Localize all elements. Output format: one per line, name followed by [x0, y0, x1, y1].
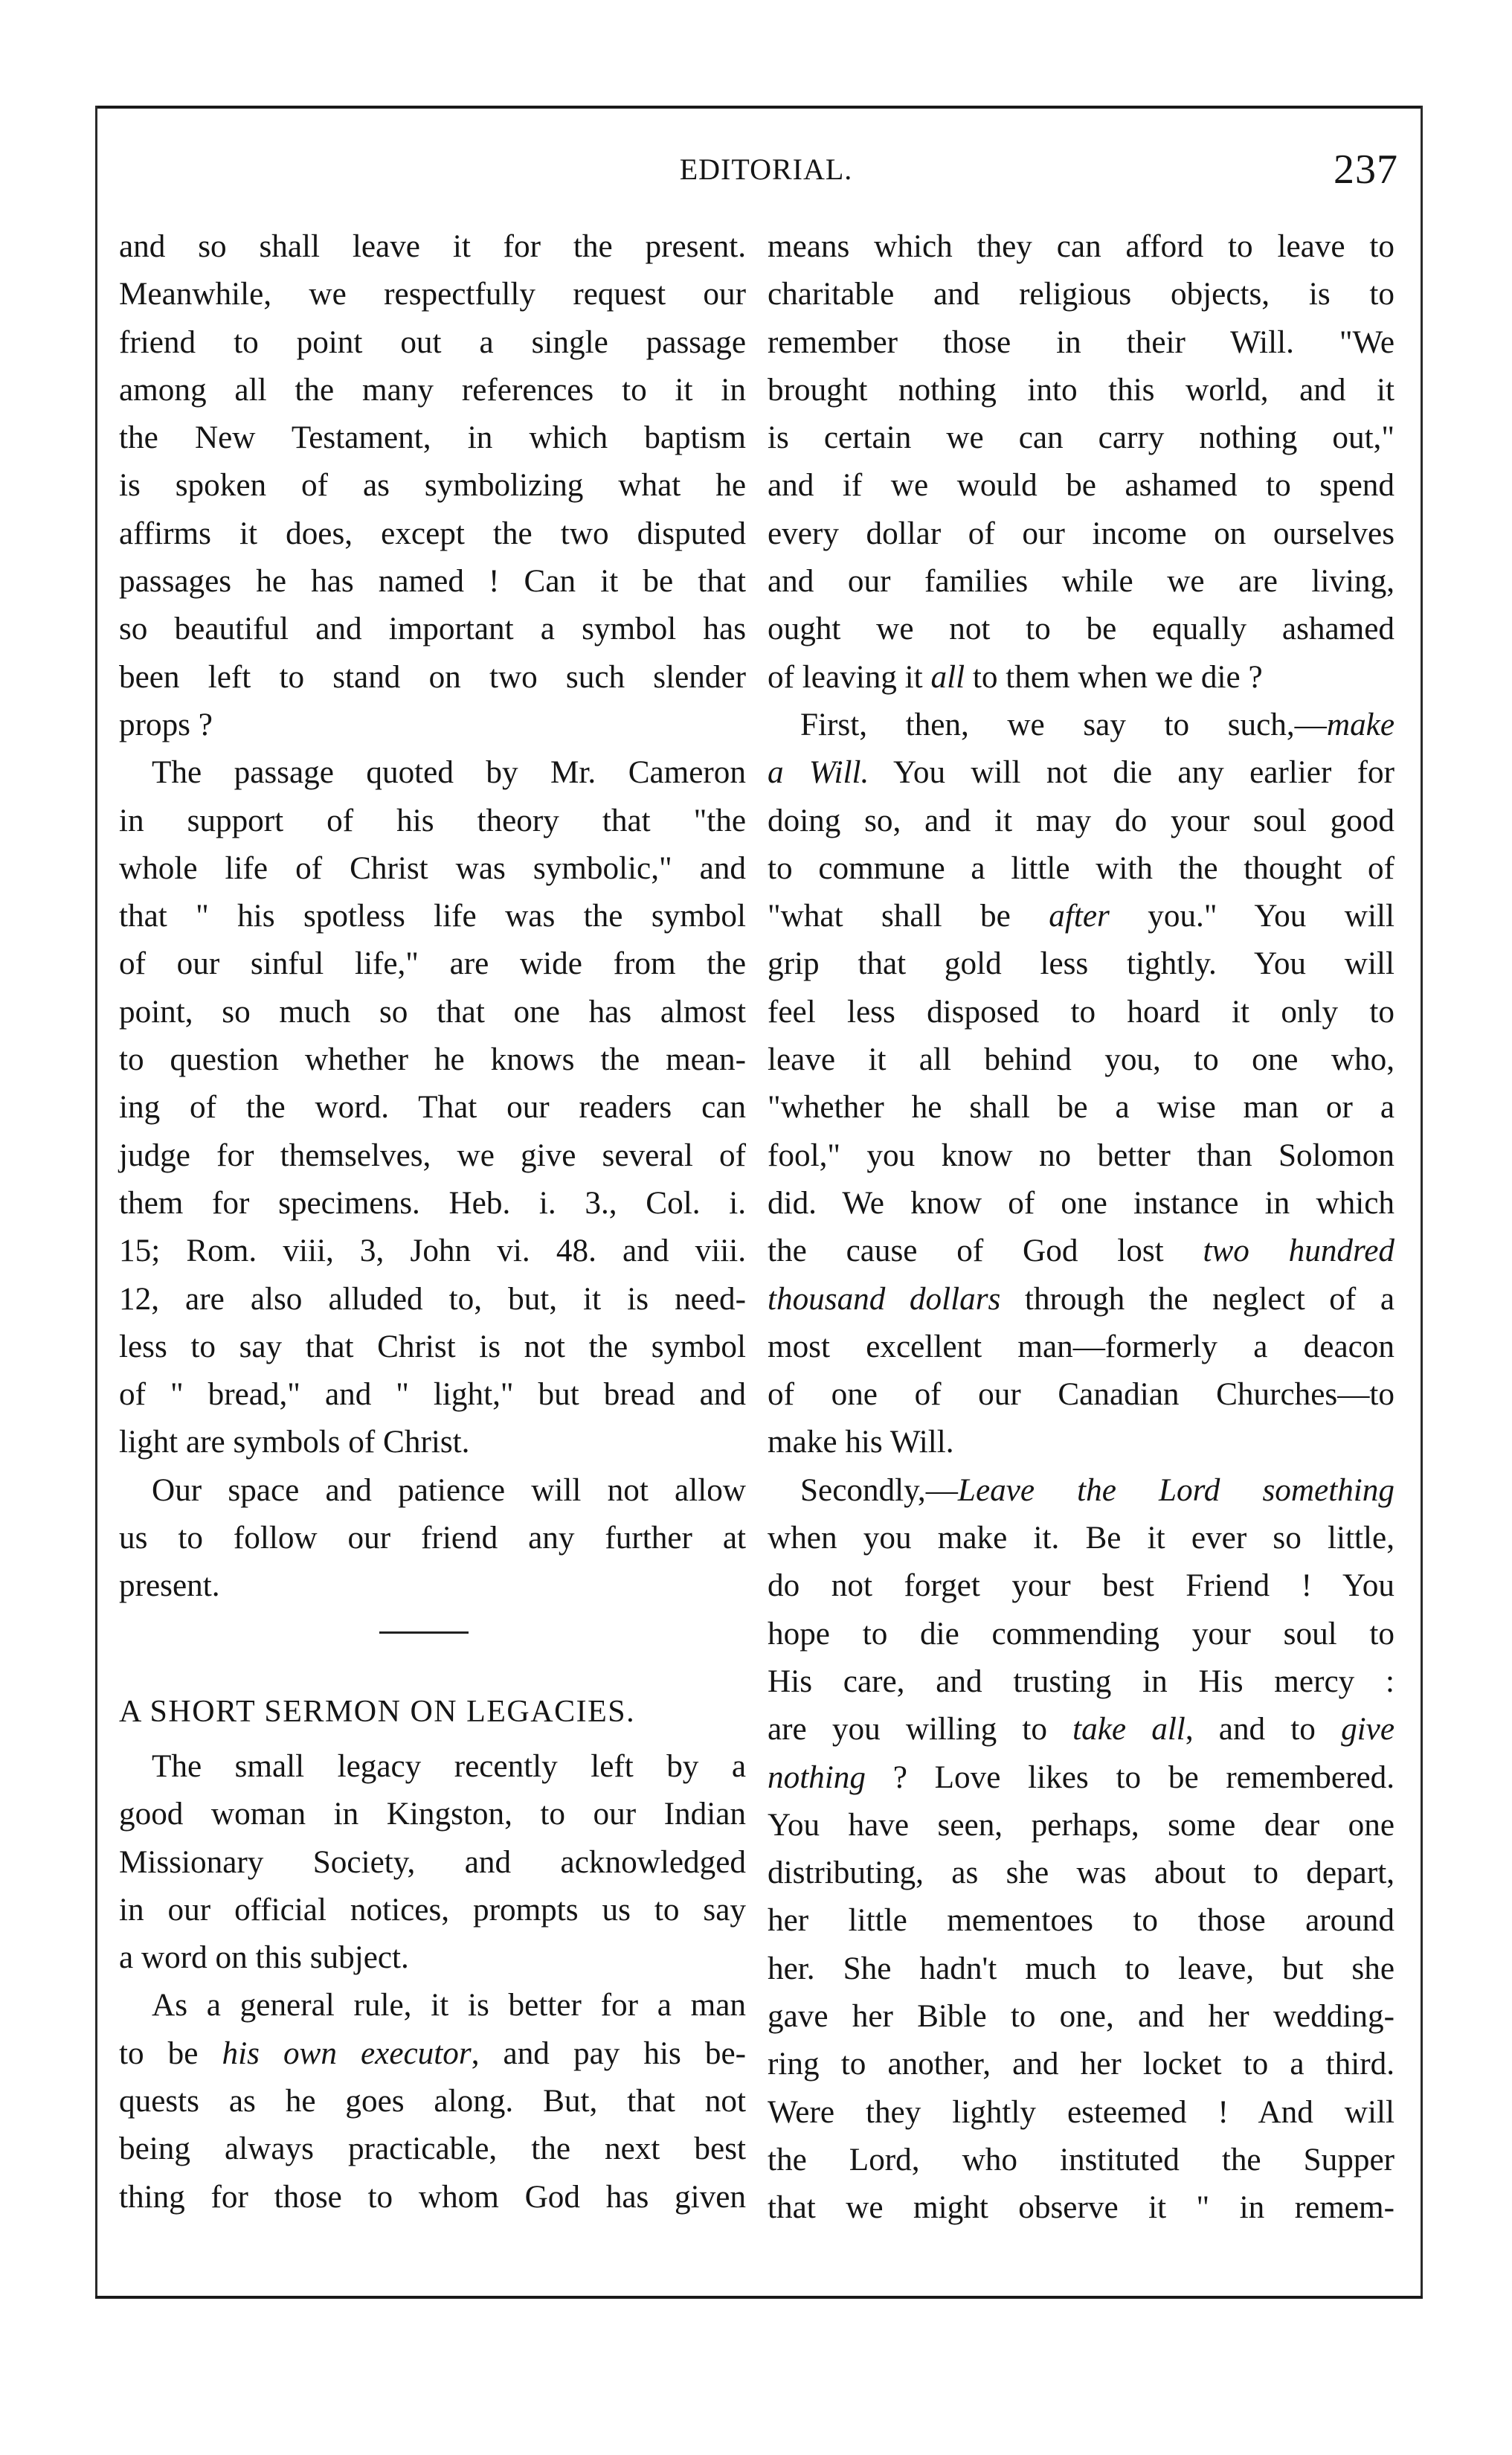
section-divider	[119, 1611, 746, 1655]
text-line: whole life of Christ was symbolic," and	[119, 850, 746, 886]
text-line: props ?	[119, 707, 213, 742]
text-line: in our official notices, prompts us to say	[119, 1892, 746, 1928]
text-span: Secondly,—	[800, 1472, 958, 1508]
text-line: good woman in Kingston, to our Indian	[119, 1797, 746, 1832]
paragraph	[768, 1467, 1394, 2233]
text-line: make his Will.	[768, 1425, 954, 1460]
text-line: is certain we can carry nothing out,"	[768, 420, 1394, 456]
emphasis-text: two hundred	[1203, 1233, 1394, 1269]
text-line: been left to stand on two such slender	[119, 659, 746, 695]
text-line	[768, 1467, 1394, 1515]
text-span: are you willing to	[768, 1712, 1073, 1748]
text-line: doing so, and it may do your soul good	[768, 803, 1394, 838]
text-line: His care, and trusting in His mercy :	[768, 1663, 1394, 1699]
text-line	[119, 2030, 746, 2078]
text-line: so beautiful and important a symbol has	[119, 612, 746, 647]
text-line: light are symbols of Christ.	[119, 1425, 470, 1460]
text-line: the New Testament, in which baptism	[119, 420, 746, 456]
text-span: "what shall be	[768, 899, 1049, 934]
text-line: remember those in their Will. "We	[768, 324, 1394, 360]
emphasis-text: give	[1341, 1712, 1394, 1748]
text-line: passages he has named ! Can it be that	[119, 564, 746, 600]
text-line: present.	[119, 1568, 220, 1604]
emphasis-text: his own executor	[222, 2035, 472, 2071]
emphasis-text: make	[1326, 707, 1394, 742]
text-line: when you make it. Be it ever so little,	[768, 1521, 1394, 1556]
text-line: in support of his theory that "the	[119, 803, 746, 838]
text-line: is spoken of as symbolizing what he	[119, 468, 746, 504]
text-line: distributing, as she was about to depart,	[768, 1855, 1394, 1891]
page-border-bottom	[95, 2296, 1423, 2299]
emphasis-text: all	[930, 659, 965, 695]
text-line: "whether he shall be a wise man or a	[768, 1090, 1394, 1126]
text-span: of leaving it	[768, 659, 931, 695]
spacer	[119, 1736, 746, 1743]
emphasis-text: nothing	[768, 1759, 866, 1795]
paragraph	[119, 1743, 746, 1982]
text-span: the cause of God lost	[768, 1233, 1203, 1269]
text-line: gave her Bible to one, and her wedding-	[768, 1998, 1394, 2034]
text-line: means which they can afford to leave to	[768, 229, 1394, 264]
text-line: ought we not to be equally ashamed	[768, 612, 1394, 647]
text-line: leave it all behind you, to one who,	[768, 1042, 1394, 1078]
text-line: hope to die commending your soul to	[768, 1616, 1394, 1652]
text-line: her little mementoes to those around	[768, 1903, 1394, 1939]
text-line: and so shall leave it for the present.	[119, 229, 746, 264]
text-line: brought nothing into this world, and it	[768, 372, 1394, 408]
text-span: you." You will	[1109, 899, 1394, 934]
text-line: affirms it does, except the two disputed	[119, 516, 746, 551]
text-line: Were they lightly esteemed ! And will	[768, 2094, 1394, 2130]
text-line	[768, 1706, 1394, 1753]
page-border-left	[95, 106, 97, 2299]
left-column	[119, 223, 746, 2221]
text-line: quests as he goes along. But, that not	[119, 2083, 746, 2119]
text-line: friend to point out a single passage	[119, 324, 746, 360]
text-line: Missionary Society, and acknowledged	[119, 1844, 746, 1880]
running-header	[134, 146, 1398, 193]
text-span: through the neglect of a	[1000, 1281, 1394, 1317]
emphasis-text: take all	[1072, 1712, 1186, 1748]
text-line: to commune a little with the thought of	[768, 850, 1394, 886]
paragraph	[119, 223, 746, 749]
emphasis-text: after	[1049, 899, 1110, 934]
text-line: less to say that Christ is not the symbol	[119, 1329, 746, 1364]
text-line: The passage quoted by Mr. Cameron	[152, 755, 746, 791]
text-line: thing for those to whom God has given	[119, 2179, 746, 2215]
text-line	[768, 654, 1394, 702]
section-heading: A SHORT SERMON ON LEGACIES.	[119, 1694, 636, 1729]
paragraph	[768, 223, 1394, 702]
text-line	[768, 1276, 1394, 1323]
text-line: did. We know of one instance in which	[768, 1185, 1394, 1221]
text-line: 15; Rom. viii, 3, John vi. 48. and viii.	[119, 1233, 746, 1269]
text-line	[768, 1754, 1394, 1802]
text-line: do not forget your best Friend ! You	[768, 1568, 1394, 1604]
page-border-right	[1421, 106, 1423, 2299]
text-line	[768, 702, 1394, 749]
text-line: 12, are also alluded to, but, it is need-	[119, 1281, 746, 1317]
text-line	[768, 1228, 1394, 1275]
right-column	[768, 223, 1394, 2232]
text-span: ? Love likes to be remembered.	[865, 1759, 1394, 1795]
page-border-top	[95, 106, 1423, 109]
text-line: of one of our Canadian Churches—to	[768, 1377, 1394, 1413]
text-line: point, so much so that one has almost	[119, 994, 746, 1030]
text-line: judge for themselves, we give several of	[119, 1137, 746, 1173]
text-line: ing of the word. That our readers can	[119, 1090, 746, 1126]
text-span: First, then, we say to such,—	[800, 707, 1327, 742]
page-number: 237	[1334, 147, 1398, 193]
text-line: every dollar of our income on ourselves	[768, 516, 1394, 551]
text-line: the Lord, who instituted the Supper	[768, 2142, 1394, 2178]
text-line: charitable and religious objects, is to	[768, 277, 1394, 312]
text-span: to them when we die ?	[965, 659, 1263, 695]
emphasis-text: Leave the Lord something	[957, 1472, 1394, 1508]
text-line: grip that gold less tightly. You will	[768, 946, 1394, 982]
text-line: The small legacy recently left by a	[152, 1748, 746, 1784]
text-line: a word on this subject.	[119, 1940, 409, 1976]
text-line: Meanwhile, we respectfully request our	[119, 277, 746, 312]
text-line: her. She hadn't much to leave, but she	[768, 1951, 1394, 1986]
text-line: As a general rule, it is better for a man	[152, 1988, 746, 2024]
text-line: Our space and patience will not allow	[152, 1472, 746, 1508]
paragraph	[768, 702, 1394, 1467]
text-line	[768, 749, 1394, 797]
text-line: and if we would be ashamed to spend	[768, 468, 1394, 504]
paragraph	[119, 1982, 746, 2221]
text-line: among all the many references to it in	[119, 372, 746, 408]
text-span: You will not die any earlier for	[869, 755, 1395, 791]
text-line: of " bread," and " light," but bread and	[119, 1377, 746, 1413]
text-line: us to follow our friend any further at	[119, 1521, 746, 1556]
spacer	[119, 1655, 746, 1688]
text-span: , and to	[1185, 1712, 1342, 1748]
emphasis-text: thousand dollars	[768, 1281, 1001, 1317]
text-line: ring to another, and her locket to a third.	[768, 2047, 1394, 2082]
divider-rule	[379, 1631, 469, 1634]
text-line: them for specimens. Heb. i. 3., Col. i.	[119, 1185, 746, 1221]
text-line: most excellent man—formerly a deacon	[768, 1329, 1394, 1364]
text-span: to be	[119, 2035, 222, 2071]
emphasis-text: a Will.	[768, 755, 869, 791]
text-line: You have seen, perhaps, some dear one	[768, 1807, 1394, 1843]
text-line: that " his spotless life was the symbol	[119, 899, 746, 934]
text-span: , and pay his be-	[471, 2035, 746, 2071]
text-line	[768, 893, 1394, 940]
text-line: of our sinful life," are wide from the	[119, 946, 746, 982]
text-line: feel less disposed to hoard it only to	[768, 994, 1394, 1030]
running-title: EDITORIAL.	[679, 153, 853, 186]
text-line: and our families while we are living,	[768, 564, 1394, 600]
text-line: being always practicable, the next best	[119, 2131, 746, 2167]
text-line: that we might observe it " in remem-	[768, 2190, 1394, 2226]
text-line: fool," you know no better than Solomon	[768, 1137, 1394, 1173]
paragraph	[119, 749, 746, 1466]
text-line: to question whether he knows the mean-	[119, 1042, 746, 1078]
paragraph	[119, 1467, 746, 1611]
